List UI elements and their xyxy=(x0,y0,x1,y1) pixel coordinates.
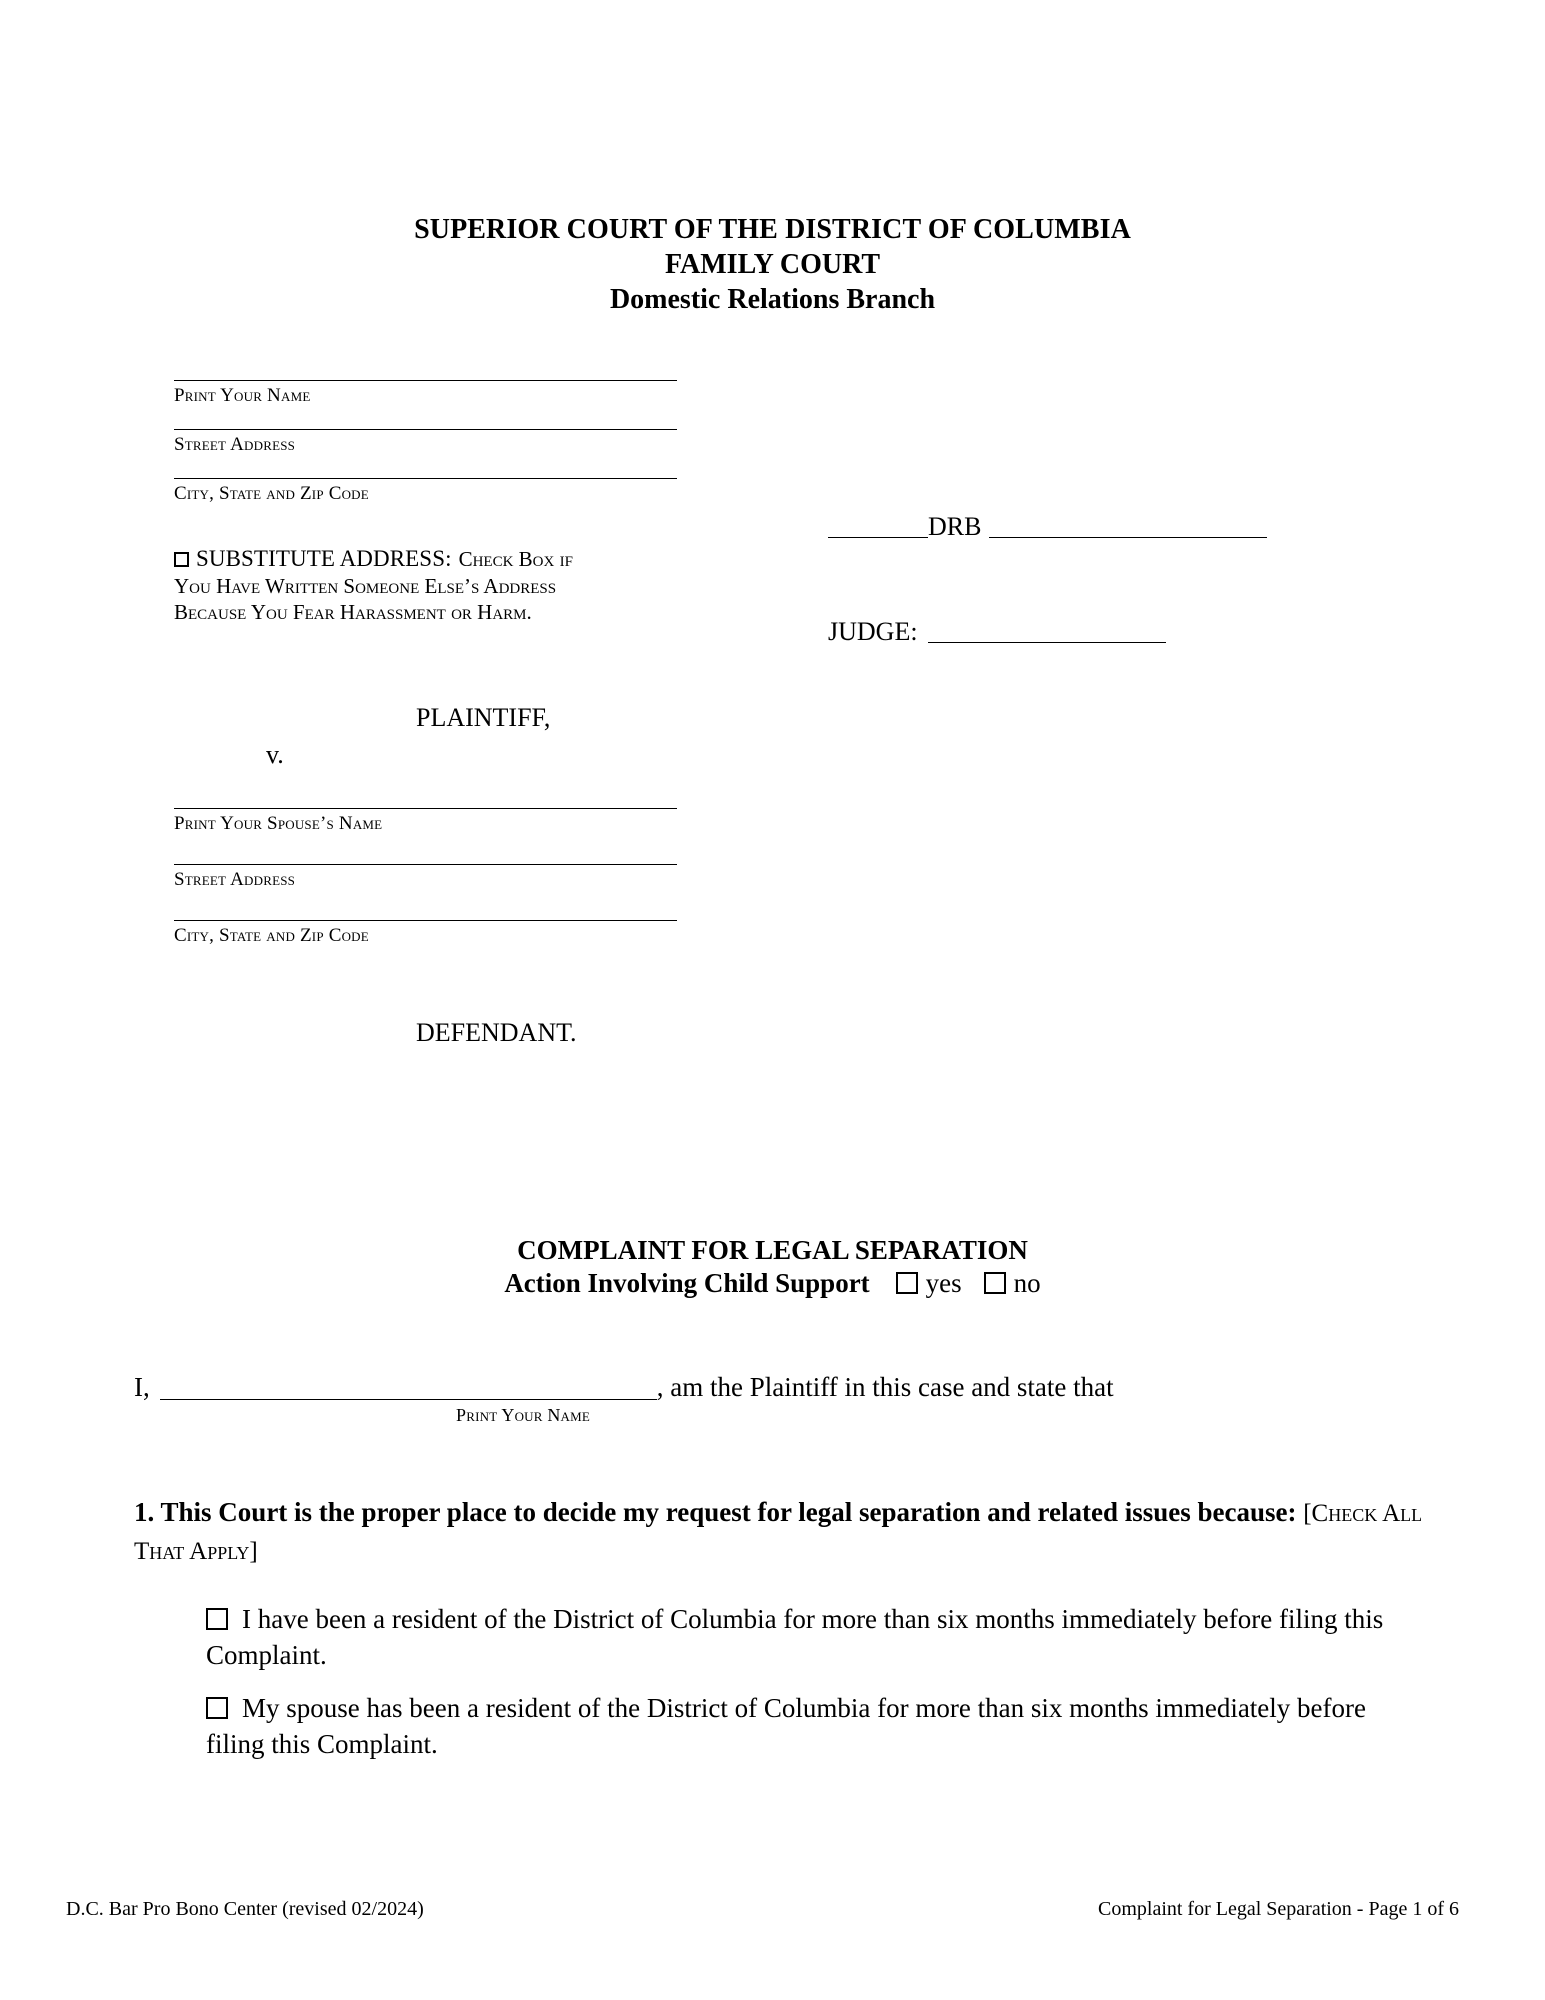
court-header xyxy=(86,212,1459,317)
substitute-address-checkbox[interactable] xyxy=(174,552,189,567)
spacer xyxy=(174,408,684,429)
court-division: FAMILY COURT xyxy=(665,249,880,280)
versus-label: v. xyxy=(266,740,284,769)
child-support-yes-checkbox[interactable] xyxy=(896,1272,918,1294)
plaintiff-name-label: Print Your Name xyxy=(174,385,311,406)
plaintiff-statement-line xyxy=(134,1372,1114,1403)
item-1-option-2-checkbox[interactable] xyxy=(206,1697,228,1719)
footer-page-info: Complaint for Legal Separation - Page 1 of 6 xyxy=(1097,1898,1459,1920)
court-branch: Domestic Relations Branch xyxy=(609,284,936,315)
judge-label: JUDGE: xyxy=(828,617,918,646)
plaintiff-city-field[interactable] xyxy=(174,478,684,506)
case-number-row xyxy=(828,512,1267,542)
item-1-number: 1. xyxy=(134,1497,155,1527)
substitute-address-first-line xyxy=(174,547,644,574)
spouse-name-field[interactable] xyxy=(174,808,684,836)
judge-row xyxy=(828,617,1166,647)
spacer xyxy=(174,892,684,920)
page-content xyxy=(66,0,1459,2000)
item-1-option-1-checkbox[interactable] xyxy=(206,1608,228,1630)
item-1-option-2[interactable] xyxy=(206,1690,1416,1762)
child-support-no-label: no xyxy=(1013,1268,1041,1298)
child-support-label: Action Involving Child Support xyxy=(504,1268,870,1298)
plaintiff-role-label: PLAINTIFF, xyxy=(416,703,551,732)
spacer xyxy=(174,836,684,864)
spacer xyxy=(174,457,684,478)
item-1-option-1[interactable] xyxy=(206,1601,1416,1673)
statement-prefix: I, xyxy=(134,1372,150,1402)
substitute-address-text-3: Because You Fear Harassment or Harm. xyxy=(174,600,532,624)
statement-name-sublabel: Print Your Name xyxy=(456,1405,591,1425)
plaintiff-caption-block xyxy=(174,380,684,627)
statement-name-input[interactable] xyxy=(160,1373,657,1400)
spouse-street-field[interactable] xyxy=(174,864,684,892)
child-support-no-checkbox[interactable] xyxy=(984,1272,1006,1294)
item-1-option-1-label: I have been a resident of the District of Columbia for more than six months immediately before filing this Complaint. xyxy=(206,1604,1384,1670)
drb-label: DRB xyxy=(928,512,982,541)
judge-name-input[interactable] xyxy=(928,620,1166,643)
item-1-option-2-label: My spouse has been a resident of the District of Columbia for more than six months immediately before filing this Complaint. xyxy=(206,1693,1366,1759)
item-1 xyxy=(134,1494,1434,1570)
defendant-caption-block xyxy=(174,808,684,948)
complaint-title: COMPLAINT FOR LEGAL SEPARATION xyxy=(517,1235,1028,1265)
footer-source: D.C. Bar Pro Bono Center (revised 02/2024) xyxy=(66,1898,424,1920)
spouse-street-label: Street Address xyxy=(174,869,296,890)
plaintiff-city-label: City, State and Zip Code xyxy=(174,483,369,504)
item-1-heading: This Court is the proper place to decide my request for legal separation and related issues because: xyxy=(160,1497,1297,1527)
court-name: SUPERIOR COURT OF THE DISTRICT OF COLUMBIA xyxy=(414,214,1131,245)
item-1-instruction: [Check All That Apply] xyxy=(134,1500,1423,1565)
defendant-role-label: DEFENDANT. xyxy=(416,1018,577,1047)
substitute-address-heading: SUBSTITUTE ADDRESS: xyxy=(196,546,452,571)
spouse-city-label: City, State and Zip Code xyxy=(174,925,369,946)
child-support-row xyxy=(86,1268,1459,1299)
substitute-address-text-2: You Have Written Someone Else’s Address xyxy=(174,573,557,598)
case-number-suffix-input[interactable] xyxy=(989,515,1267,538)
child-support-yes-label: yes xyxy=(925,1268,962,1298)
plaintiff-name-field[interactable] xyxy=(174,380,684,408)
statement-suffix: , am the Plaintiff in this case and state that xyxy=(656,1372,1114,1402)
substitute-address-block xyxy=(174,547,644,627)
spouse-name-label: Print Your Spouse’s Name xyxy=(174,813,383,834)
plaintiff-street-field[interactable] xyxy=(174,429,684,457)
spouse-city-field[interactable] xyxy=(174,920,684,948)
substitute-address-text-1: Check Box if xyxy=(458,547,573,571)
plaintiff-street-label: Street Address xyxy=(174,434,296,455)
case-number-prefix-input[interactable] xyxy=(828,515,928,538)
